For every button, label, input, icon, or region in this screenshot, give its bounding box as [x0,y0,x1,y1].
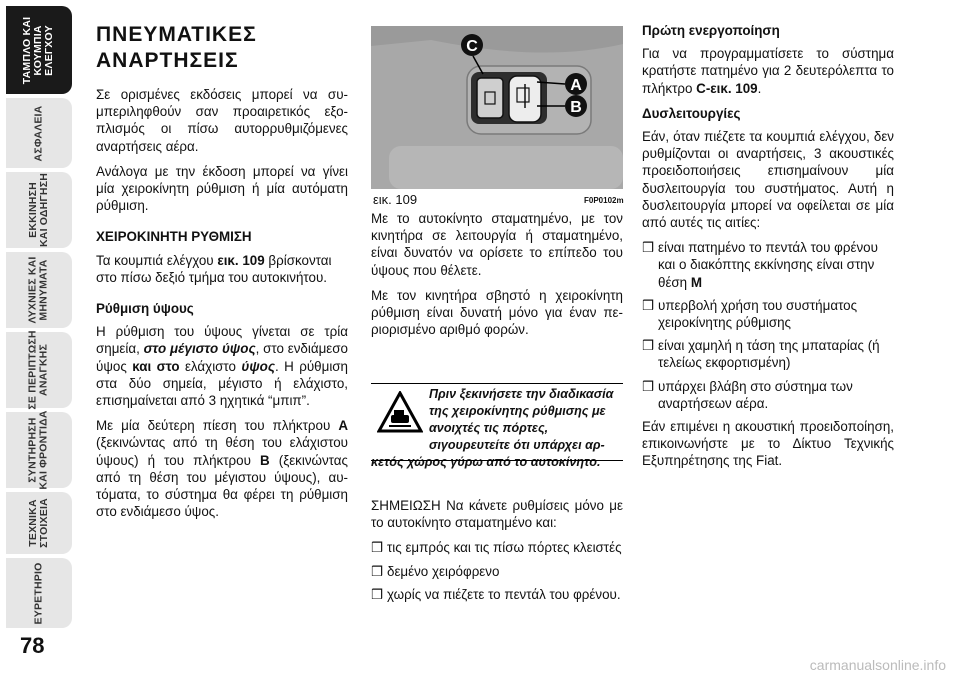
page-number: 78 [20,633,45,658]
height-paragraph [96,323,348,409]
list-item [371,586,623,603]
checkbox-icon: ❒ [371,563,384,579]
section-title [96,22,348,74]
checkbox-icon: ❒ [371,540,384,556]
tab-label: ΑΣΦΑΛΕΙΑ [32,105,45,161]
list-item [371,539,623,556]
list-item [642,337,894,371]
checkbox-icon: ❒ [642,297,655,313]
text-run: βρίσκονται στο πίσω δεξιό τμήμα του αυτοκινήτου. [96,252,332,285]
title-line-1: ΠΝΕΥΜΑΤΙΚΕΣ [96,23,257,46]
key-ref: B [259,452,270,468]
controls-location-paragraph [96,252,348,286]
emphasis: ύψος [241,358,275,374]
intro-paragraph: Σε ορισμένες εκδόσεις μπορεί να συμπεριληφθούν σαν προαιρετικός εξοπλισμός οι πίσω αυτορρυθμιζόμενες αναρτήσεις αέρα. [96,87,348,154]
list-item-text: τις εμπρός και τις πίσω πόρτες κλειστές [387,540,622,556]
text-run: (ξεκινώντας από τη θέση του μέγιστου ύψους), αυτόματα, το σύστημα θα φέρει τη ρύθμιση στο ενδιάμεσο ύψος. [96,452,348,520]
tab-emergency[interactable] [6,332,72,408]
label-b: B [570,99,582,116]
control-panel-illustration [371,26,623,189]
contact-paragraph: Εάν επιμένει η ακουστική προειδοποίηση, επικοινωνήστε με το Δίκτυο Τεχνικής Εξυπηρέτησης της Fiat. [642,419,894,469]
list-item-text: υπάρχει βλάβη στο σύστημα των αναρτήσεων αέρα. [658,378,853,411]
text-run: (ξεκινώντας από τη θέση του ελάχιστου ύψους) ή του πλήκτρου [96,435,348,468]
paragraph-engine-running: Με το αυτοκίνητο σταματημένο, με τον κινητήρα σε λειτουργία ή σταματημένο, είναι δυνατόν να ορίσετε το επίπεδο του ύψους που θέλετε. [371,211,623,278]
list-item-text: δεμένο χειρόφρενο [387,563,500,579]
checkbox-icon: ❒ [642,338,655,354]
warning-top-rule [371,383,623,384]
emphasis: και στο [132,358,180,374]
tab-label: ΛΥΧΝΙΕΣ ΚΑΙ ΜΗΝΥΜΑΤΑ [27,256,50,324]
manual-adjust-heading: ΧΕΙΡΟΚΙΝΗΤΗ ΡΥΘΜΙΣΗ [96,229,252,245]
note-paragraph: ΣΗΜΕΙΩΣΗ Να κάνετε ρυθμίσεις μόνο με το αυτοκίνητο σταματημένο και: [371,498,623,531]
text-run: Με μία δεύτερη πίεση του πλήκτρου [96,418,339,434]
emphasis: στο μέγιστο ύψος [143,341,256,357]
column-2-note [371,497,623,609]
list-item [642,297,894,331]
key-ref: M [690,274,703,290]
control-buttons-photo [371,26,623,189]
first-activation-paragraph [642,45,894,97]
tab-label: ΤΕΧΝΙΚΑ ΣΤΟΙΧΕΙΑ [27,498,50,548]
text-run: , στο ενδιάμεσο ύψος [96,341,348,374]
key-ref: A [338,418,348,434]
button-paragraph [96,417,348,520]
first-activation-heading: Πρώτη ενεργοποίηση [642,23,780,38]
version-paragraph: Ανάλογα με την έκδοση μπορεί να γίνει μία χειροκίνητη ρύθμιση ή μία αυτόματη ρύθμιση. [96,163,348,214]
key-ref: C-εικ. 109 [696,80,758,96]
text-run: . [757,80,762,96]
watermark: carmanualsonline.info [809,657,946,673]
tab-maintenance[interactable] [6,412,72,488]
figure-code: F0P0102m [584,196,624,205]
text-run: Η ρύθμιση του ύψους γίνεται σε τρία σημεία, [96,324,348,357]
tab-label: ΕΚΚΙΝΗΣΗ ΚΑΙ ΟΔΗΓΗΣΗ [27,173,50,247]
column-2 [371,210,623,346]
text-run: Τα κουμπιά ελέγχου [96,252,218,268]
list-item [642,378,894,412]
tab-dashboard-controls[interactable] [6,6,72,94]
tab-label: ΕΥΡΕΤΗΡΙΟ [32,562,45,624]
text-run: ελάχιστο [179,358,242,374]
figure-caption: εικ. 109 [373,192,418,207]
list-item [371,563,623,580]
list-item-text: είναι χαμηλή η τάση της μπαταρίας (ή τελείως εκφορτισμένη) [658,338,880,371]
checkbox-icon: ❒ [642,378,655,394]
chapter-sidebar [0,0,78,677]
warning-text-full: κετός χώρος γύρω από το αυτοκίνητο. [371,455,601,469]
figure-ref: εικ. 109 [217,252,265,268]
tab-technical-data[interactable] [6,492,72,554]
title-line-2: ΑΝΑΡΤΗΣΕΙΣ [96,49,239,72]
warning-bottom-rule [371,460,623,461]
list-item-text: χωρίς να πιέζετε το πεντάλ του φρένου. [387,586,621,602]
malfunctions-paragraph: Εάν, όταν πιέζετε τα κουμπιά ελέγχου, δεν ρυθμίζονται οι αναρτήσεις, 3 ακουστικές προειδοποιήσεις επισημαίνουν μία δυσλειτουργία του συστήματος. Αυτή η δυσλειτουργία μπορεί να οφείλεται σε μία από αυτές τις αιτίες: [642,129,894,231]
text-run: Για να προγραμματίσετε το σύστημα κρατήστε πατημένο για 2 δευτερόλεπτα το πλήκτρο [642,46,894,96]
list-item-text: υπερβολή χρήση του συστήματος χειροκίνητης ρύθμισης [658,297,858,331]
tab-warning-lights[interactable] [6,252,72,328]
column-3 [642,22,894,478]
list-item [642,239,894,291]
label-a: A [570,77,582,94]
warning-text [371,386,623,471]
tab-starting-driving[interactable] [6,172,72,248]
tab-label: ΣΕ ΠΕΡΙΠΤΩΣΗ ΑΝΑΓΚΗΣ [27,330,50,410]
tab-safety[interactable] [6,98,72,168]
height-adjust-heading: Ρύθμιση ύψους [96,301,194,317]
tab-index[interactable] [6,558,72,628]
column-1 [96,22,348,528]
tab-label: ΤΑΜΠΛΟ ΚΑΙ ΚΟΥΜΠΙΑ ΕΛΕΓΧΟΥ [21,16,56,84]
checkbox-icon: ❒ [642,240,655,256]
list-item-text: είναι πατημένο το πεντάλ του φρένου και ο διακόπτης εκκίνησης είναι στην θέση [658,240,878,290]
warning-text-indented: Πριν ξεκινήσετε την διαδικασία της χειροκίνητης ρύθμισης με ανοιχτές τις πόρτες, σιγουρευτείτε ότι υπάρχει αρ- [429,387,614,452]
paragraph-engine-off: Με τον κινητήρα σβηστό η χειροκίνητη ρύθμιση είναι δυνατή μόνο για έναν περιορισμένο αριθμό φορών. [371,287,623,338]
label-c: C [466,38,478,55]
malfunctions-heading: Δυσλειτουργίες [642,105,741,121]
checkbox-icon: ❒ [371,586,384,602]
text-run: . Η ρύθμιση στα δύο σημεία, μέγιστο ή ελάχιστο, επισημαίνεται από 3 ηχητικά “μπιπ”. [96,358,349,409]
tab-label: ΣΥΝΤΗΡΗΣΗ ΚΑΙ ΦΡΟΝΤΙΔΑ [27,410,51,490]
